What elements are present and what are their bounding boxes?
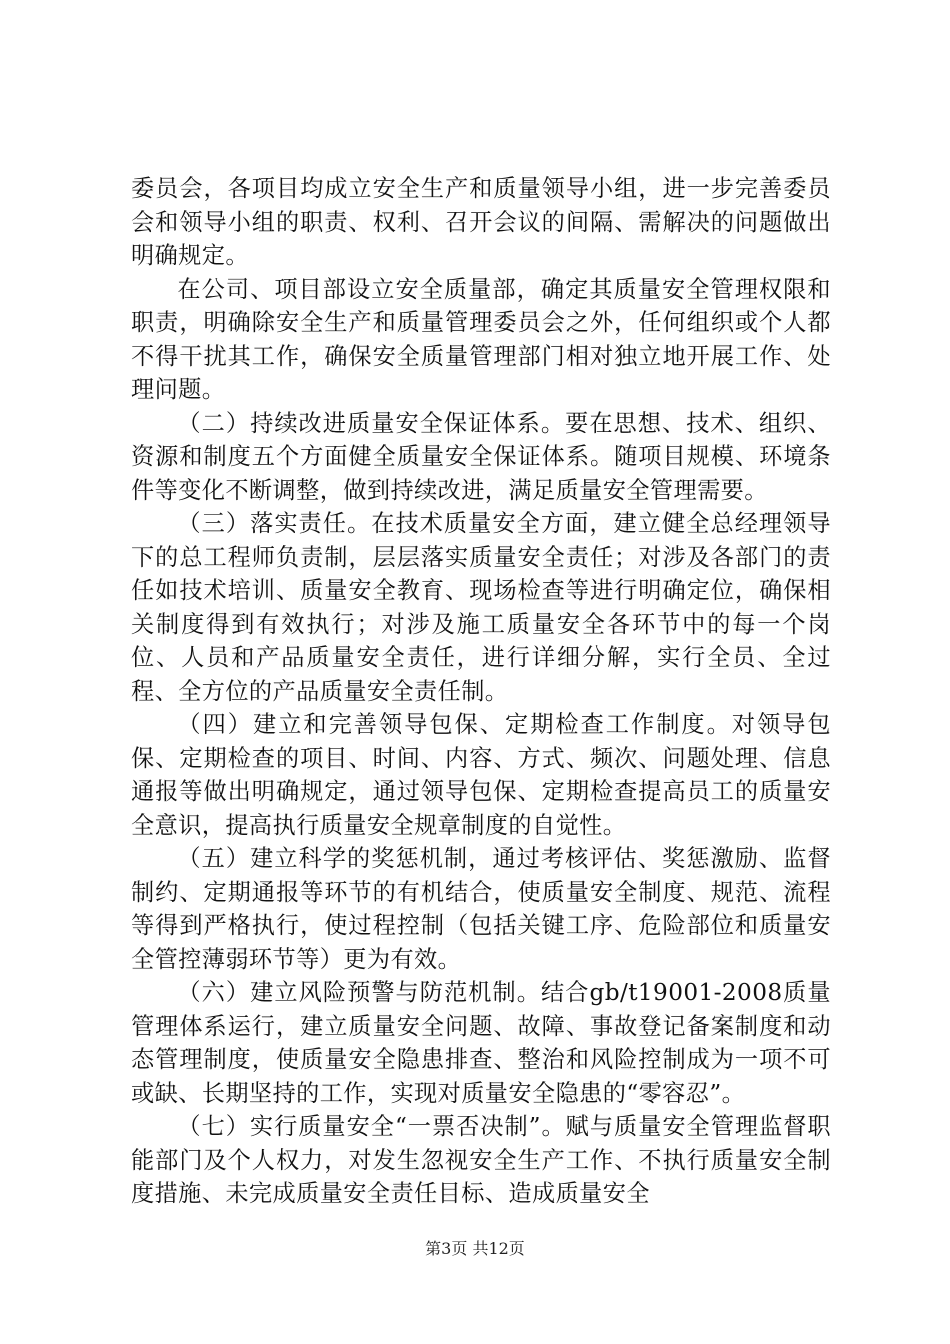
paragraph-1: 委员会，各项目均成立安全生产和质量领导小组，进一步完善委员会和领导小组的职责、权利、召开会议的间隔、需解决的问题做出明确规定。: [131, 175, 831, 269]
document-body: [131, 172, 831, 1211]
page-number-label: 第3页 共12页: [425, 1239, 525, 1258]
paragraph-6: （五）建立科学的奖惩机制，通过考核评估、奖惩激励、监督制约、定期通报等环节的有机结合，使质量安全制度、规范、流程等得到严格执行，使过程控制（包括关键工序、危险部位和质量安全管控薄弱环节等）更为有效。: [131, 845, 831, 973]
paragraph-7: （六）建立风险预警与防范机制。结合gb/t19001-2008质量管理体系运行，建立质量安全问题、故障、事故登记备案制度和动态管理制度，使质量安全隐患排查、整治和风险控制成为一项不可或缺、长期坚持的工作，实现对质量安全隐患的“零容忍”。: [131, 979, 831, 1107]
paragraph-4: （三）落实责任。在技术质量安全方面，建立健全总经理领导下的总工程师负责制，层层落实质量安全责任；对涉及各部门的责任如技术培训、质量安全教育、现场检查等进行明确定位，确保相关制度得到有效执行；对涉及施工质量安全各环节中的每一个岗位、人员和产品质量安全责任，进行详细分解，实行全员、全过程、全方位的产品质量安全责任制。: [131, 510, 831, 705]
paragraph-3: （二）持续改进质量安全保证体系。要在思想、技术、组织、资源和制度五个方面健全质量安全保证体系。随项目规模、环境条件等变化不断调整，做到持续改进，满足质量安全管理需要。: [131, 409, 831, 504]
paragraph-8: （七）实行质量安全“一票否决制”。赋与质量安全管理监督职能部门及个人权力，对发生忽视安全生产工作、不执行质量安全制度措施、未完成质量安全责任目标、造成质量安全: [131, 1113, 831, 1207]
page-footer: [0, 1238, 950, 1260]
paragraph-2: 在公司、项目部设立安全质量部，确定其质量安全管理权限和职责，明确除安全生产和质量管理委员会之外，任何组织或个人都不得干扰其工作，确保安全质量管理部门相对独立地开展工作、处理问题。: [131, 275, 831, 403]
paragraph-5: （四）建立和完善领导包保、定期检查工作制度。对领导包保、定期检查的项目、时间、内容、方式、频次、问题处理、信息通报等做出明确规定，通过领导包保、定期检查提高员工的质量安全意识，提高执行质量安全规章制度的自觉性。: [131, 711, 831, 839]
